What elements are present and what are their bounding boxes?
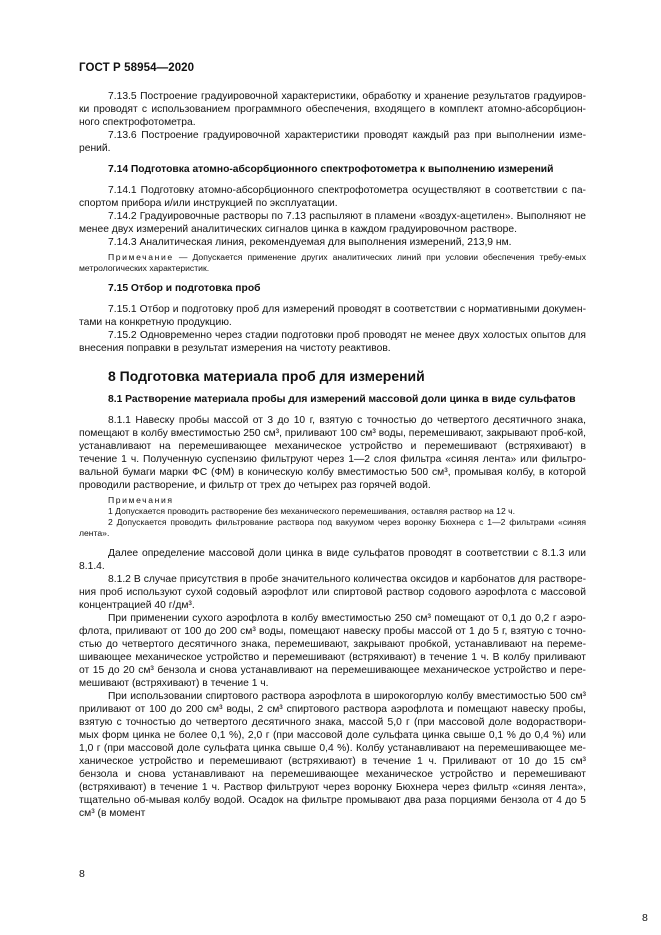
- paragraph-alcohol-aerofloat: При использовании спиртового раствора аэрофлота в широкогорлую колбу вместимостью 500 см³ приливают от 100 до 200 см³ воды, 2 см³ спиртового раствора аэрофлота и помещают навеску пробы, взятую с точностью до четвертого десятичного знака, массой 5,0 г (при массовой доле водораствори-мых форм цинка не более 0,1 %), 2,0 г (при массовой доле сульфата цинка свыше 0,1 % до 0,4 %) или 1,0 г (при массовой доле сульфата цинка свыше 0,4 %). Колбу устанавливают на перемешивающее ме-ханическое устройство и перемешивают (встряхивают) в течение 1 ч. Приливают от 10 до 15 см³ бензола и снова устанавливают на перемешивающее механическое устройство и перемешивают (встряхивают) в течение 1 ч. Раствор фильтруют через воронку Бюхнера через фильтр «синяя лента», тщательно об-мывая колбу водой. Осадок на фильтре промывают два раза порциями бензола от 4 до 5 см³ (в момент: [79, 691, 586, 819]
- note-item-2: 2 Допускается проводить фильтрование раствора под вакуумом через воронку Бюхнера с 1—2 фильтрами «синяя лента».: [79, 517, 586, 538]
- section-heading-7-14: 7.14 Подготовка атомно-абсорбционного спектрофотометра к выполнению измерений: [108, 164, 554, 175]
- paragraph-7-15-1: 7.15.1 Отбор и подготовку проб для измерений проводят в соответствии с нормативными докумен-тами на конкретную продукцию.: [79, 304, 586, 328]
- document-body: [79, 90, 586, 820]
- note-item-1: 1 Допускается проводить растворение без механического перемешивания, оставляя раствор на 12 ч.: [108, 506, 515, 516]
- paragraph-7-13-6: 7.13.6 Построение градуировочной характеристики проводят каждый раз при выполнении изме-рений.: [79, 130, 586, 154]
- note-text: — Допускается применение других аналитических линий при условии обеспечения требу-емых метрологических характеристик.: [79, 252, 586, 273]
- note-label: Примечание: [108, 252, 174, 262]
- document-header-standard-id: ГОСТ Р 58954—2020: [79, 62, 195, 74]
- note-7-14: [79, 252, 586, 274]
- section-heading-8-1: 8.1 Растворение материала пробы для измерений массовой доли цинка в виде сульфатов: [108, 394, 576, 405]
- chapter-heading-8: 8 Подготовка материала проб для измерений: [108, 368, 425, 384]
- paragraph-7-15-2: 7.15.2 Одновременно через стадии подготовки проб проводят не менее двух холостых опытов для внесения поправки в результат измерения на чистоту реактивов.: [79, 330, 586, 354]
- paragraph-further-determination: Далее определение массовой доли цинка в виде сульфатов проводят в соответствии с 8.1.3 или 8.1.4.: [79, 548, 586, 572]
- paragraph-7-14-1: 7.14.1 Подготовку атомно-абсорбционного спектрофотометра осуществляют в соответствии с па-спортом прибора и/или инструкцией по эксплуатации.: [79, 185, 586, 209]
- page-number: 8: [79, 868, 85, 880]
- section-heading-7-15: 7.15 Отбор и подготовка проб: [108, 283, 261, 294]
- paragraph-7-13-5: 7.13.5 Построение градуировочной характеристики, обработку и хранение результатов градуиров-ки проводят с использованием программного обеспечения, входящего в комплект атомно-абсорбцион-ного спектрофотометра.: [79, 91, 586, 128]
- page-number-bottom: 8: [642, 912, 648, 924]
- paragraph-dry-aerofloat: При применении сухого аэрофлота в колбу вместимостью 250 см³ помещают от 0,1 до 0,2 г аэро-флота, приливают от 100 до 200 см³ воды, помещают навеску пробы массой от 1 до 5 г, взятую с точно-стью до четвертого десятичного знака, перемешивают, закрывают пробкой, устанавливают на переме-шивающее механическое устройство и перемешивают (встряхивают) в течение 1 ч. В колбу приливают от 15 до 20 см³ бензола и снова устанавливают на перемешивающее механическое устройство и пере-мешивают (встряхивают) в течение 1 ч.: [79, 613, 586, 689]
- paragraph-8-1-1: 8.1.1 Навеску пробы массой от 3 до 10 г, взятую с точностью до четвертого десятичного знака, помещают в колбу вместимостью 250 см³, приливают 100 см³ воды, перемешивают, закрывают проб-кой, устанавливают на перемешивающее механическое устройство и перемешивают (встряхивают) в течение 1 ч. Полученную суспензию фильтруют через 1—2 слоя фильтра «синяя лента» или фильтро-вальной бумаги марки ФС (ФМ) в коническую колбу вместимостью 500 см³, промывая колбу, в которой проводили растворение, и фильтр от трех до четырех раз горячей водой.: [79, 415, 586, 491]
- paragraph-7-14-3: 7.14.3 Аналитическая линия, рекомендуемая для выполнения измерений, 213,9 нм.: [108, 237, 512, 248]
- paragraph-8-1-2: 8.1.2 В случае присутствия в пробе значительного количества оксидов и карбонатов для растворе-ния проб используют сухой содовый аэрофлот или спиртовой раствор содового аэрофлота с массовой концентрацией 40 г/дм³.: [79, 574, 586, 611]
- notes-label: Примечания: [108, 495, 174, 505]
- paragraph-7-14-2: 7.14.2 Градуировочные растворы по 7.13 распыляют в пламени «воздух-ацетилен». Выполняют не менее двух измерений аналитических сигналов цинка в каждом градуировочном растворе.: [79, 211, 586, 235]
